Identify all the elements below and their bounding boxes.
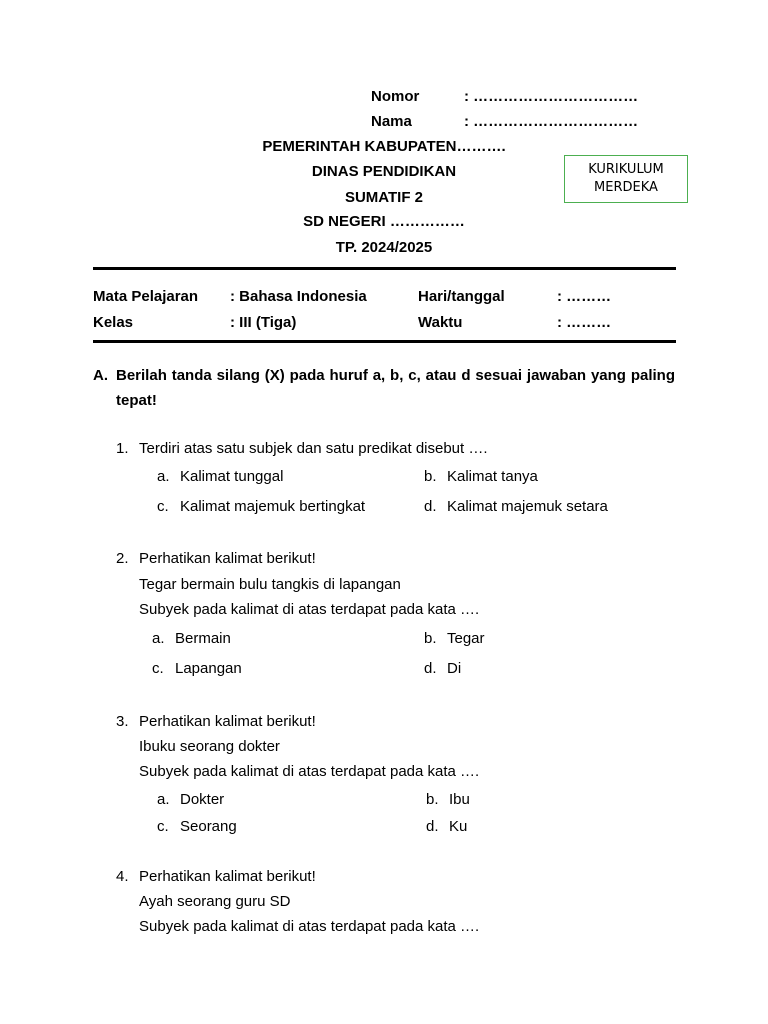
badge-line-2: MERDEKA [594,180,658,195]
q3-option-a-letter: a. [157,791,170,808]
header-sumatif: SUMATIF 2 [344,189,424,206]
header-tahun-pelajaran: TP. 2024/2025 [335,239,433,256]
q2-option-b-letter: b. [424,630,437,647]
q2-option-a-letter: a. [152,630,165,647]
header-sekolah: SD NEGERI …………… [303,213,465,230]
q2-option-c: Lapangan [175,660,242,677]
q1-option-b: Kalimat tanya [447,468,538,485]
top-divider [93,267,676,270]
nama-value: : …………………………… [464,113,639,130]
q1-option-c-letter: c. [157,498,169,515]
kelas-value: : III (Tiga) [230,314,297,331]
q1-option-d: Kalimat majemuk setara [447,498,608,515]
question-3-line-2: Ibuku seorang dokter [139,738,280,755]
question-2-line-3: Subyek pada kalimat di atas terdapat pada kata …. [139,601,480,618]
question-4-line-1: Perhatikan kalimat berikut! [139,868,316,885]
question-3-line-3: Subyek pada kalimat di atas terdapat pada kata …. [139,763,480,780]
question-3-number: 3. [116,713,129,730]
waktu-label: Waktu [418,314,463,331]
q2-option-a: Bermain [175,630,231,647]
question-3-line-1: Perhatikan kalimat berikut! [139,713,316,730]
q1-option-c: Kalimat majemuk bertingkat [180,498,366,515]
q3-option-b-letter: b. [426,791,439,808]
nama-label: Nama [371,113,412,130]
mapel-label: Mata Pelajaran [93,288,199,305]
question-2-line-1: Perhatikan kalimat berikut! [139,550,316,567]
q2-option-d: Di [447,660,462,677]
bottom-divider [93,340,676,343]
nomor-label: Nomor [371,88,420,105]
kelas-label: Kelas [93,314,134,331]
question-1-text: Terdiri atas satu subjek dan satu predikat disebut …. [139,440,488,457]
question-4-number: 4. [116,868,129,885]
badge-line-1: KURIKULUM [588,162,664,177]
section-a-label: A. [93,367,108,384]
hari-value: : ……… [557,288,612,305]
waktu-value: : ……… [557,314,612,331]
question-1-number: 1. [116,440,129,457]
q2-option-b: Tegar [447,630,485,647]
q3-option-b: Ibu [449,791,470,808]
section-a-instruction [93,363,675,413]
q3-option-d: Ku [449,818,468,835]
section-a-text: Berilah tanda silang (X) pada huruf a, b, c, atau d sesuai jawaban yang paling tepat! [116,367,675,409]
q3-option-c-letter: c. [157,818,169,835]
kurikulum-badge [564,155,688,203]
q3-option-d-letter: d. [426,818,439,835]
mapel-value: : Bahasa Indonesia [230,288,367,305]
q1-option-d-letter: d. [424,498,437,515]
q1-option-a-letter: a. [157,468,170,485]
header-pemerintah: PEMERINTAH KABUPATEN………. [262,138,506,155]
question-2-number: 2. [116,550,129,567]
q1-option-b-letter: b. [424,468,437,485]
nomor-value: : …………………………… [464,88,639,105]
q2-option-d-letter: d. [424,660,437,677]
q3-option-a: Dokter [180,791,225,808]
question-4-line-2: Ayah seorang guru SD [139,893,291,910]
question-4-line-3: Subyek pada kalimat di atas terdapat pada kata …. [139,918,480,935]
header-dinas: DINAS PENDIDIKAN [311,163,457,180]
question-2-line-2: Tegar bermain bulu tangkis di lapangan [139,576,401,593]
q3-option-c: Seorang [180,818,237,835]
q2-option-c-letter: c. [152,660,164,677]
hari-label: Hari/tanggal [418,288,505,305]
q1-option-a: Kalimat tunggal [180,468,284,485]
